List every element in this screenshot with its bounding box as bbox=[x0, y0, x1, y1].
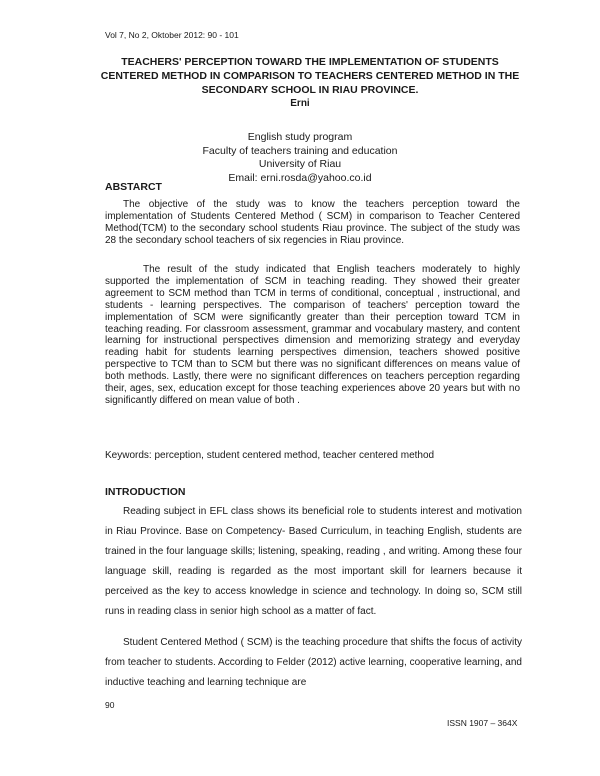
page-number: 90 bbox=[105, 700, 115, 710]
introduction-heading: INTRODUCTION bbox=[105, 486, 186, 498]
affiliation-email: Email: erni.rosda@yahoo.co.id bbox=[228, 171, 372, 184]
abstract-heading: ABSTARCT bbox=[105, 181, 162, 193]
introduction-paragraph: Reading subject in EFL class shows its beneficial role to students interest and motivation in Riau Province. Base on Competency- Based Curriculum, in teaching English, students are trained in the four language skills; listening, speaking, reading , and writing. Among these four language skill, reading is regarded as the most important skill for learners because it perceived as the key to access knowledge in science and technology. In doing so, SCM still runs in reading class in senior high school as a matter of fact. bbox=[105, 506, 522, 617]
keywords-line: Keywords: perception, student centered method, teacher centered method bbox=[105, 450, 435, 461]
affiliation-university: University of Riau bbox=[258, 158, 342, 170]
running-head: Vol 7, No 2, Oktober 2012: 90 - 101 bbox=[105, 30, 239, 40]
author-name: Erni bbox=[290, 98, 310, 109]
paper-title: TEACHERS' PERCEPTION TOWARD THE IMPLEMENTATION OF STUDENTS CENTERED METHOD IN COMPARISON TO TEACHERS CENTERED METHOD IN THE SECONDARY SCHOOL IN RIAU PROVINCE. bbox=[100, 56, 520, 96]
introduction-paragraph: Student Centered Method ( SCM) is the teaching procedure that shifts the focus of activity from teacher to students. According to Felder (2012) active learning, cooperative learning, and inductive teaching and learning technique are bbox=[105, 637, 522, 688]
affiliation-program: English study program bbox=[247, 131, 353, 143]
abstract-paragraph: The objective of the study was to know the teachers perception toward the implementation of Students Centered Method ( SCM) in comparison to Teacher Centered Method(TCM) to the secondary school students Riau province. The subject of the study was 28 the secondary school teachers of six regencies in Riau province. bbox=[105, 199, 520, 246]
affiliation-faculty: Faculty of teachers training and education bbox=[202, 144, 398, 157]
issn-footer: ISSN 1907 – 364X bbox=[447, 718, 518, 728]
affiliation-block bbox=[0, 131, 600, 185]
abstract-paragraph: The result of the study indicated that English teachers moderately to highly supported the implementation of SCM in teaching reading. They showed their greater agreement to SCM method than TCM in terms of conditional, conceptual , instructional, and students - learning perspectives. The comparison of teachers' perception toward the implementation of SCM were significantly greater than their perception toward TCM in teaching reading. For classroom assessment, grammar and vocabulary mastery, and content learning for instructional perspectives dimension and memorizing strategy and everyday reading habit for students learning perspectives dimension, teachers showed positive perspective to TCM than to SCM but there was no significant differences on means value of both methods. Lastly, there were no significant differences on teachers perception regarding their, ages, sex, education except for those teaching experiences above 20 years but with no significantly differed on mean value of both . bbox=[105, 264, 520, 406]
